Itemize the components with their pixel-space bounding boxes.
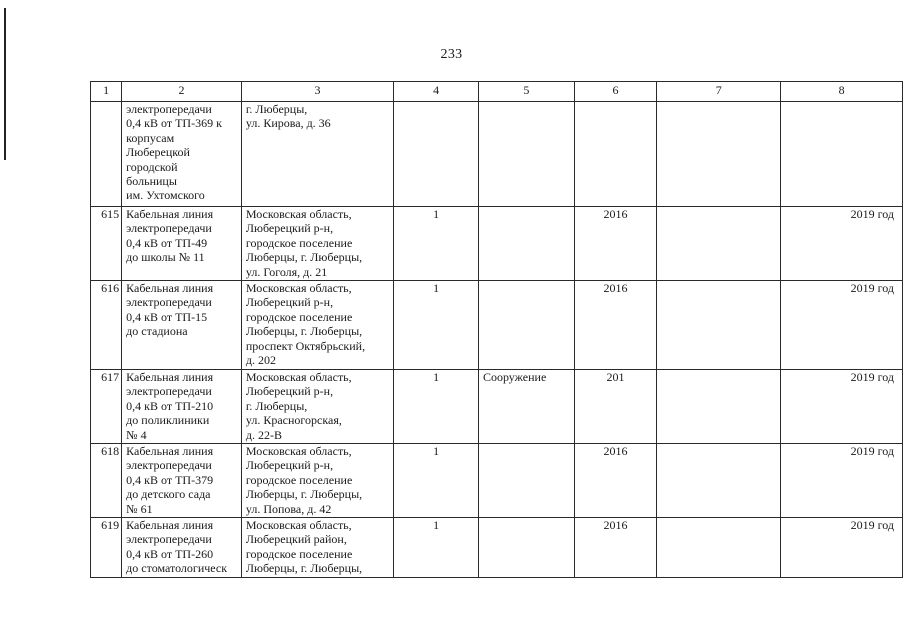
object-kind-cell (478, 518, 574, 578)
deadline-cell: 2019 год (781, 444, 903, 518)
year-cell: 201 (574, 370, 656, 444)
object-kind-cell (478, 207, 574, 281)
header-row (91, 82, 903, 102)
row-number-cell: 619 (91, 518, 122, 578)
row-number-cell: 617 (91, 370, 122, 444)
address-cell: Московская область, Люберецкий р-н, городское поселение Люберцы, г. Люберцы, ул. Попова, д. 42 (241, 444, 393, 518)
column-header: 8 (781, 82, 903, 102)
row-number-cell: 618 (91, 444, 122, 518)
object-name-cell: Кабельная линия электропередачи 0,4 кВ от ТП-379 до детского сада № 61 (122, 444, 242, 518)
row-number-cell: 616 (91, 281, 122, 370)
table-row (91, 102, 903, 207)
object-name-cell: Кабельная линия электропередачи 0,4 кВ от ТП-260 до стоматологическ (122, 518, 242, 578)
table-row (91, 444, 903, 518)
deadline-cell: 2019 год (781, 207, 903, 281)
column-7-cell (657, 207, 781, 281)
deadline-cell: 2019 год (781, 281, 903, 370)
scan-edge-mark (4, 8, 6, 160)
row-number-cell: 615 (91, 207, 122, 281)
quantity-cell: 1 (394, 370, 479, 444)
column-7-cell (657, 102, 781, 207)
object-name-cell: Кабельная линия электропередачи 0,4 кВ от ТП-15 до стадиона (122, 281, 242, 370)
object-name-cell: Кабельная линия электропередачи 0,4 кВ от ТП-49 до школы № 11 (122, 207, 242, 281)
table-row (91, 281, 903, 370)
address-cell: Московская область, Люберецкий р-н, городское поселение Люберцы, г. Люберцы, ул. Гоголя, д. 21 (241, 207, 393, 281)
year-cell (574, 102, 656, 207)
object-kind-cell: Сооружение (478, 370, 574, 444)
year-cell: 2016 (574, 518, 656, 578)
column-header: 1 (91, 82, 122, 102)
object-kind-cell (478, 444, 574, 518)
year-cell: 2016 (574, 281, 656, 370)
quantity-cell: 1 (394, 281, 479, 370)
address-cell: Московская область, Люберецкий р-н, городское поселение Люберцы, г. Люберцы, проспект Октябрьский, д. 202 (241, 281, 393, 370)
address-cell: Московская область, Люберецкий р-н, г. Люберцы, ул. Красногорская, д. 22-В (241, 370, 393, 444)
table-row (91, 370, 903, 444)
column-7-cell (657, 370, 781, 444)
column-header: 7 (657, 82, 781, 102)
column-7-cell (657, 444, 781, 518)
column-7-cell (657, 281, 781, 370)
column-header: 2 (122, 82, 242, 102)
column-header: 5 (478, 82, 574, 102)
object-kind-cell (478, 102, 574, 207)
column-7-cell (657, 518, 781, 578)
year-cell: 2016 (574, 444, 656, 518)
address-cell: Московская область, Люберецкий район, городское поселение Люберцы, г. Люберцы, (241, 518, 393, 578)
quantity-cell (394, 102, 479, 207)
column-header: 3 (241, 82, 393, 102)
year-cell: 2016 (574, 207, 656, 281)
object-name-cell: Кабельная линия электропередачи 0,4 кВ от ТП-210 до поликлиники № 4 (122, 370, 242, 444)
table-row (91, 518, 903, 578)
registry-table (90, 81, 903, 578)
deadline-cell: 2019 год (781, 370, 903, 444)
deadline-cell: 2019 год (781, 518, 903, 578)
column-header: 4 (394, 82, 479, 102)
row-number-cell (91, 102, 122, 207)
object-name-cell: электропередачи 0,4 кВ от ТП-369 к корпусам Люберецкой городской больницы им. Ухтомского (122, 102, 242, 207)
address-cell: г. Люберцы, ул. Кирова, д. 36 (241, 102, 393, 207)
page-number: 233 (440, 47, 463, 62)
quantity-cell: 1 (394, 518, 479, 578)
quantity-cell: 1 (394, 444, 479, 518)
object-kind-cell (478, 281, 574, 370)
deadline-cell (781, 102, 903, 207)
quantity-cell: 1 (394, 207, 479, 281)
table-row (91, 207, 903, 281)
column-header: 6 (574, 82, 656, 102)
